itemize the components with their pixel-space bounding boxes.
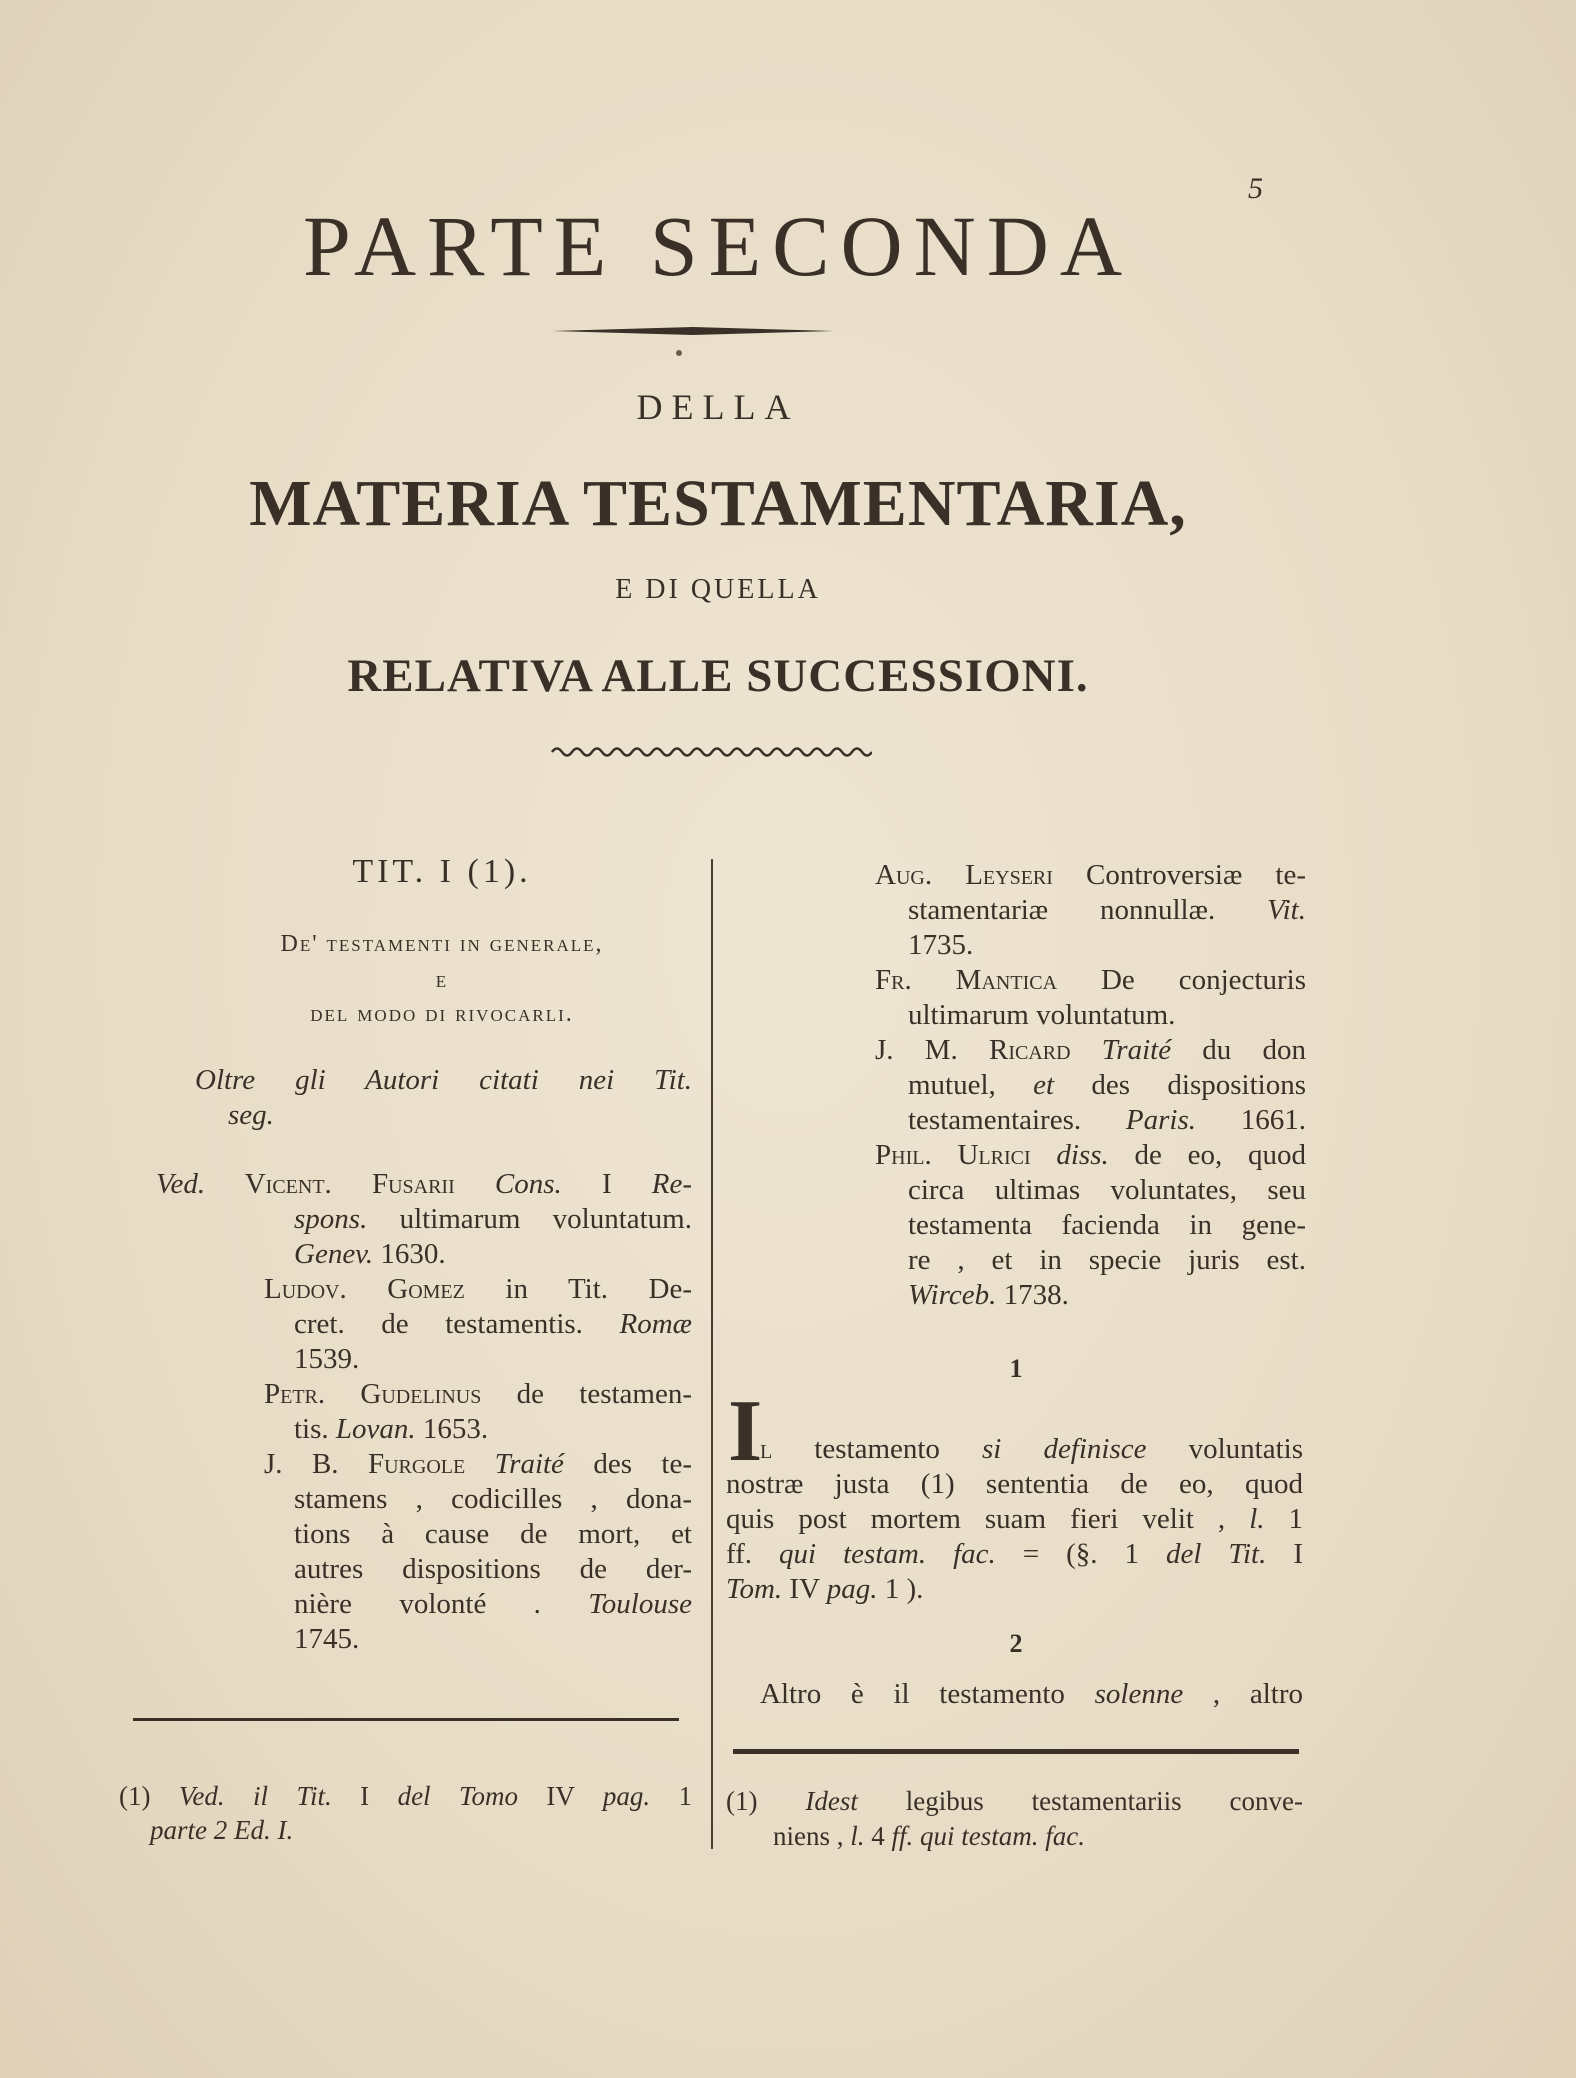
italic-text: Ved. il Tit. [178, 1781, 332, 1811]
italic-text: del Tit. [1166, 1538, 1267, 1570]
italic-text: ff. [891, 1821, 914, 1851]
italic-text: seg. [228, 1099, 274, 1131]
text: circa ultimas voluntates, seu [908, 1174, 1306, 1206]
right-footnote-rule [733, 1749, 1299, 1754]
lines-line [195, 1062, 692, 1098]
text: 1653. [415, 1413, 489, 1445]
text: 1539. [294, 1343, 360, 1375]
paragraph-1-line [726, 1501, 1303, 1537]
lines-line [908, 1067, 1306, 1103]
italic-text: Genev. [294, 1238, 374, 1270]
lines-line [264, 1446, 692, 1482]
lines-line [264, 1271, 692, 1307]
text: stamens , codicilles , dona- [294, 1483, 692, 1515]
footnote-line [773, 1818, 1303, 1854]
text: 1 [650, 1781, 692, 1811]
paragraph-1-line [726, 1536, 1303, 1572]
lines-line [908, 997, 1306, 1033]
part-title: PARTE SECONDA [303, 198, 1133, 294]
text: testamento [772, 1433, 983, 1465]
italic-text: l. [1249, 1503, 1265, 1535]
drop-cap: I [728, 1383, 763, 1480]
text: de eo, quod [1108, 1139, 1306, 1171]
text: du don [1171, 1034, 1307, 1066]
lines-line [875, 857, 1306, 893]
small-caps-text: Phil. Ulrici [875, 1139, 1031, 1171]
lines-line [875, 1032, 1306, 1068]
lines-line [294, 1586, 692, 1622]
lines-line [908, 892, 1306, 928]
text: I [1266, 1538, 1303, 1570]
text: mutuel, [908, 1069, 1034, 1101]
small-caps-text: Ludov. Gomez [264, 1273, 465, 1305]
italic-text: Cons. [494, 1168, 562, 1200]
small-caps-text: Ricard [988, 1034, 1071, 1066]
italic-text: diss. [1056, 1139, 1109, 1171]
italic-text: l. [850, 1821, 865, 1851]
text: voluntatis [1146, 1433, 1303, 1465]
italic-text: del Tomo [397, 1781, 518, 1811]
text: de testamen- [481, 1378, 692, 1410]
subtitle-second: RELATIVA ALLE SUCCESSIONI. [347, 650, 1089, 702]
left-footnote-rule [133, 1718, 679, 1721]
text: 1745. [294, 1623, 360, 1655]
text: 1735. [908, 929, 974, 961]
text: autres dispositions de der- [294, 1553, 692, 1585]
text: legibus testamentariis conve- [857, 1786, 1303, 1816]
footnote-line [726, 1783, 1303, 1819]
subtitle-main: MATERIA TESTAMENTARIA, [249, 467, 1187, 540]
section-number-2: 2 [1009, 1629, 1023, 1658]
text: nostræ justa (1) sententia de eo, quod [726, 1468, 1303, 1500]
text: stamentariæ nonnullæ. [908, 894, 1268, 926]
lines-line [228, 1097, 692, 1133]
italic-text: pag. [826, 1573, 878, 1605]
text: (1) [726, 1786, 806, 1816]
text: tis. [294, 1413, 336, 1445]
small-caps-text: Petr. Gudelinus [264, 1378, 482, 1410]
small-caps-text: De' testamenti in generale, [280, 931, 604, 957]
text: in Tit. De- [464, 1273, 692, 1305]
lines-line [908, 1277, 1306, 1313]
section-number-1: 1 [1009, 1354, 1023, 1383]
italic-text: Idest [805, 1786, 858, 1816]
text: 4 [864, 1821, 892, 1851]
lines-line [908, 927, 1306, 963]
lines-line [294, 1481, 692, 1517]
italic-text: Vit. [1267, 894, 1306, 926]
text: 1630. [373, 1238, 446, 1270]
small-caps-text: e [435, 967, 449, 993]
italic-text: et [1033, 1069, 1055, 1101]
ornament-dot [676, 350, 682, 356]
paragraph-1-line [726, 1466, 1303, 1502]
text: testamenta facienda in gene- [908, 1209, 1306, 1241]
text: ultimarum voluntatum. [367, 1203, 692, 1235]
text: = (§. 1 [995, 1538, 1167, 1570]
column-divider [711, 859, 713, 1849]
lines-line [908, 1172, 1306, 1208]
title-rule-ornament [552, 325, 834, 337]
lines-line [294, 1236, 692, 1272]
text: 1738. [996, 1279, 1069, 1311]
text: , altro [1183, 1678, 1303, 1710]
italic-text: Paris. [1125, 1104, 1196, 1136]
text: des dispositions [1054, 1069, 1306, 1101]
small-caps-text: Fr. Mantica [875, 964, 1058, 996]
italic-text: qui testam. fac. [920, 1821, 1086, 1851]
italic-text: Wirceb. [908, 1279, 997, 1311]
text: niens , [773, 1821, 851, 1851]
text: (1) [119, 1781, 179, 1811]
text: tions à cause de mort, et [294, 1518, 692, 1550]
paragraph-1-line [760, 1431, 1303, 1467]
lines-line [294, 1341, 692, 1377]
italic-text: Traité [494, 1448, 564, 1480]
lines-line [294, 1621, 692, 1657]
subtitle-della: DELLA [636, 387, 800, 427]
small-caps-text: del modo di rivocarli. [310, 1001, 574, 1027]
text: Altro è il testamento [760, 1678, 1095, 1710]
text: De conjecturis [1057, 964, 1306, 996]
italic-text: Romæ [619, 1308, 692, 1340]
lines-line [875, 1137, 1306, 1173]
lines-line [294, 1306, 692, 1342]
italic-text: Oltre gli Autori citati nei Tit. [195, 1064, 692, 1096]
text: quis post mortem suam fieri velit , [726, 1503, 1250, 1535]
text: J. M. [875, 1034, 989, 1066]
text [1071, 1034, 1102, 1066]
italic-text: parte 2 Ed. I. [150, 1815, 294, 1845]
small-caps-text: Aug. Leyseri [875, 859, 1053, 891]
lines-line [908, 1102, 1306, 1138]
lines-line [192, 926, 692, 962]
small-caps-text: Furgole [367, 1448, 466, 1480]
footnote-line [150, 1812, 692, 1848]
text: re , et in specie juris est. [908, 1244, 1306, 1276]
lines-line [294, 1516, 692, 1552]
italic-text: solenne [1094, 1678, 1184, 1710]
lines-line [264, 1376, 692, 1412]
italic-text: spons. [294, 1203, 368, 1235]
italic-text: qui testam. fac. [779, 1538, 996, 1570]
text: cret. de testamentis. [294, 1308, 620, 1340]
text [1031, 1139, 1057, 1171]
text: ff. [726, 1538, 780, 1570]
italic-text: pag. [602, 1781, 651, 1811]
lines-line [294, 1411, 692, 1447]
paragraph-2-line [760, 1676, 1303, 1712]
italic-text: Lovan. [335, 1413, 416, 1445]
text: J. B. [264, 1448, 368, 1480]
text: IV [518, 1781, 603, 1811]
lines-line [156, 1166, 692, 1202]
text: Controversiæ te- [1052, 859, 1307, 891]
lines-line [875, 962, 1306, 998]
text: IV [782, 1573, 827, 1605]
paragraph-1-line [726, 1571, 1303, 1607]
footnote-line [119, 1778, 692, 1814]
text [465, 1448, 494, 1480]
lines-line [908, 1207, 1306, 1243]
italic-text: Toulouse [588, 1588, 692, 1620]
text: ultimarum voluntatum. [908, 999, 1176, 1031]
page-number: 5 [1248, 172, 1263, 205]
text: testamentaires. [908, 1104, 1126, 1136]
wavy-ornament [550, 744, 872, 760]
italic-text: si definisce [982, 1433, 1147, 1465]
italic-text: Ved. [156, 1168, 206, 1200]
lines-line [294, 1551, 692, 1587]
text: I [331, 1781, 398, 1811]
text: nière volonté . [294, 1588, 589, 1620]
subtitle-conjunction: E DI QUELLA [615, 574, 821, 605]
text: des te- [563, 1448, 693, 1480]
text: 1 [1264, 1503, 1303, 1535]
lines-line [908, 1242, 1306, 1278]
lines-line [294, 1201, 692, 1237]
text: 1661. [1195, 1104, 1306, 1136]
small-caps-text: Vicent. Fusarii [205, 1168, 495, 1200]
title-heading: TIT. I (1). [352, 853, 532, 890]
italic-text: Traité [1101, 1034, 1172, 1066]
italic-text: Re- [651, 1168, 692, 1200]
lines-line [192, 962, 692, 998]
text: 1 ). [877, 1573, 924, 1605]
small-caps-text: l [760, 1433, 773, 1465]
italic-text: Tom. [726, 1573, 783, 1605]
text: I [561, 1168, 652, 1200]
lines-line [192, 996, 692, 1032]
